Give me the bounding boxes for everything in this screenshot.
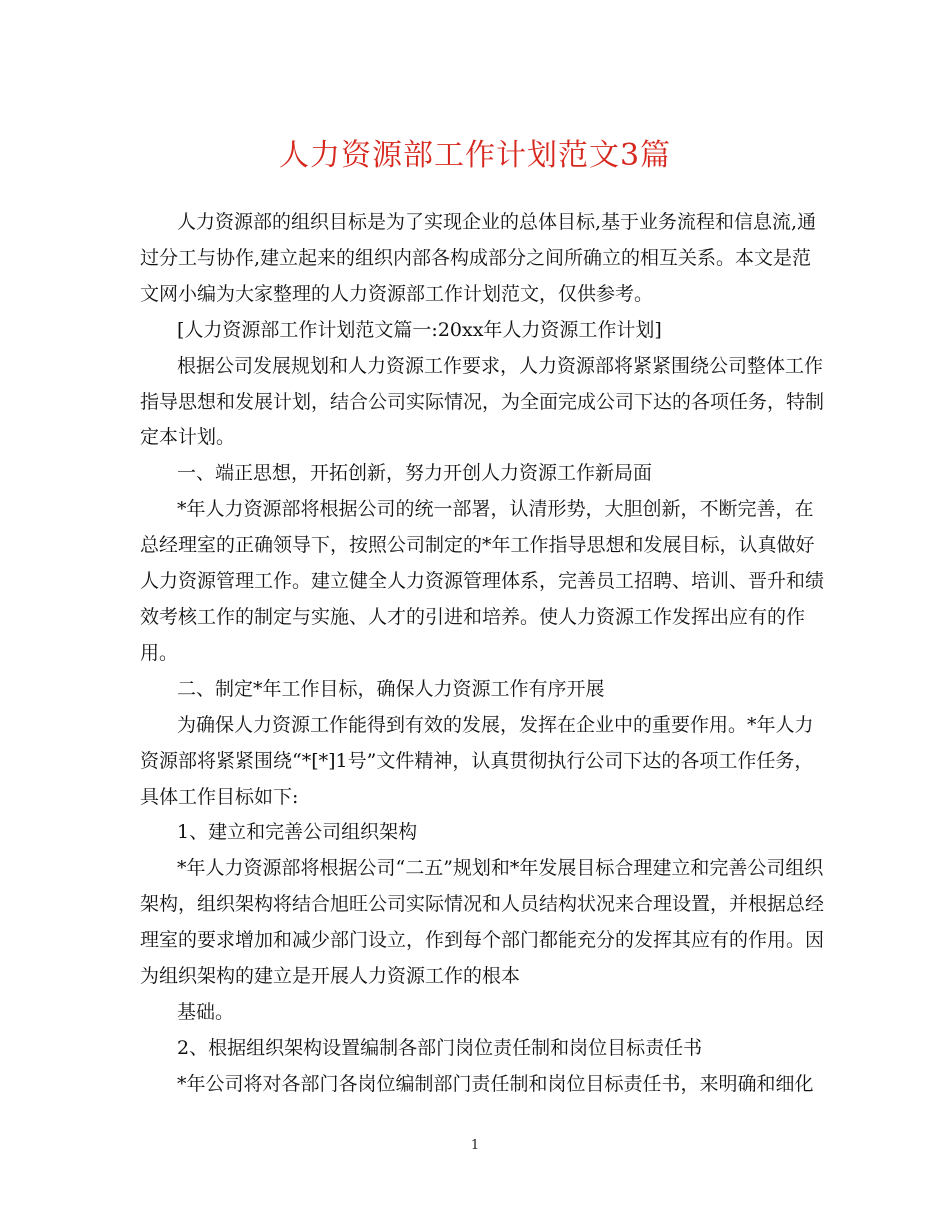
paragraph-line: [人力资源部工作计划范文篇一:20xx年人力资源工作计划]: [177, 318, 662, 341]
paragraph-line: 为确保人力资源工作能得到有效的发展，发挥在企业中的重要作用。*年人力: [177, 713, 814, 736]
paragraph-line: *年人力资源部将根据公司的统一部署，认清形势，大胆创新，不断完善，在: [177, 498, 814, 521]
paragraph-line: 人力资源管理工作。建立健全人力资源管理体系，完善员工招聘、培训、晋升和绩: [140, 570, 825, 593]
paragraph-line: *年人力资源部将根据公司“二五”规划和*年发展目标合理建立和完善公司组织: [177, 857, 824, 880]
paragraph-line: 定本计划。: [140, 426, 236, 449]
paragraph-line: 一、端正思想，开拓创新，努力开创人力资源工作新局面: [177, 462, 653, 485]
paragraph-line: 1、建立和完善公司组织架构: [177, 821, 418, 844]
paragraph-line: 资源部将紧紧围绕“*[*]1号”文件精神，认真贯彻执行公司下达的各项工作任务，: [140, 749, 814, 772]
page-number: 1: [470, 1138, 480, 1153]
paragraph-line: 效考核工作的制定与实施、人才的引进和培养。使人力资源工作发挥出应有的作: [140, 605, 806, 628]
paragraph-line: 2、根据组织架构设置编制各部门岗位责任制和岗位目标责任书: [177, 1036, 703, 1059]
paragraph-line: 文网小编为大家整理的人力资源部工作计划范文，仅供参考。: [140, 282, 654, 305]
paragraph-line: 二、制定*年工作目标，确保人力资源工作有序开展: [177, 677, 605, 700]
paragraph-line: 理室的要求增加和减少部门设立，作到每个部门都能充分的发挥其应有的作用。因: [140, 929, 825, 952]
paragraph-line: 架构，组织架构将结合旭旺公司实际情况和人员结构状况来合理设置，并根据总经: [140, 893, 825, 916]
paragraph-line: 人力资源部的组织目标是为了实现企业的总体目标,基于业务流程和信息流,通: [177, 211, 817, 233]
paragraph-line: 指导思想和发展计划，结合公司实际情况，为全面完成公司下达的各项任务，特制: [140, 390, 825, 413]
document-body: [140, 205, 825, 1103]
paragraph-line: 根据公司发展规划和人力资源工作要求，人力资源部将紧紧围绕公司整体工作: [177, 354, 824, 377]
paragraph-line: 具体工作目标如下:: [140, 785, 299, 808]
paragraph-line: 过分工与协作,建立起来的组织内部各构成部分之间所确立的相互关系。本文是范: [140, 246, 812, 269]
paragraph-line: 用。: [140, 641, 179, 664]
paragraph-line: 基础。: [177, 1000, 235, 1023]
paragraph-line: *年公司将对各部门各岗位编制部门责任制和岗位目标责任书，来明确和细化: [177, 1072, 814, 1095]
document-title: 人力资源部工作计划范文3篇: [278, 138, 672, 173]
paragraph-line: 为组织架构的建立是开展人力资源工作的根本: [140, 965, 521, 988]
paragraph-line: 总经理室的正确领导下，按照公司制定的*年工作指导思想和发展目标，认真做好: [140, 534, 815, 557]
